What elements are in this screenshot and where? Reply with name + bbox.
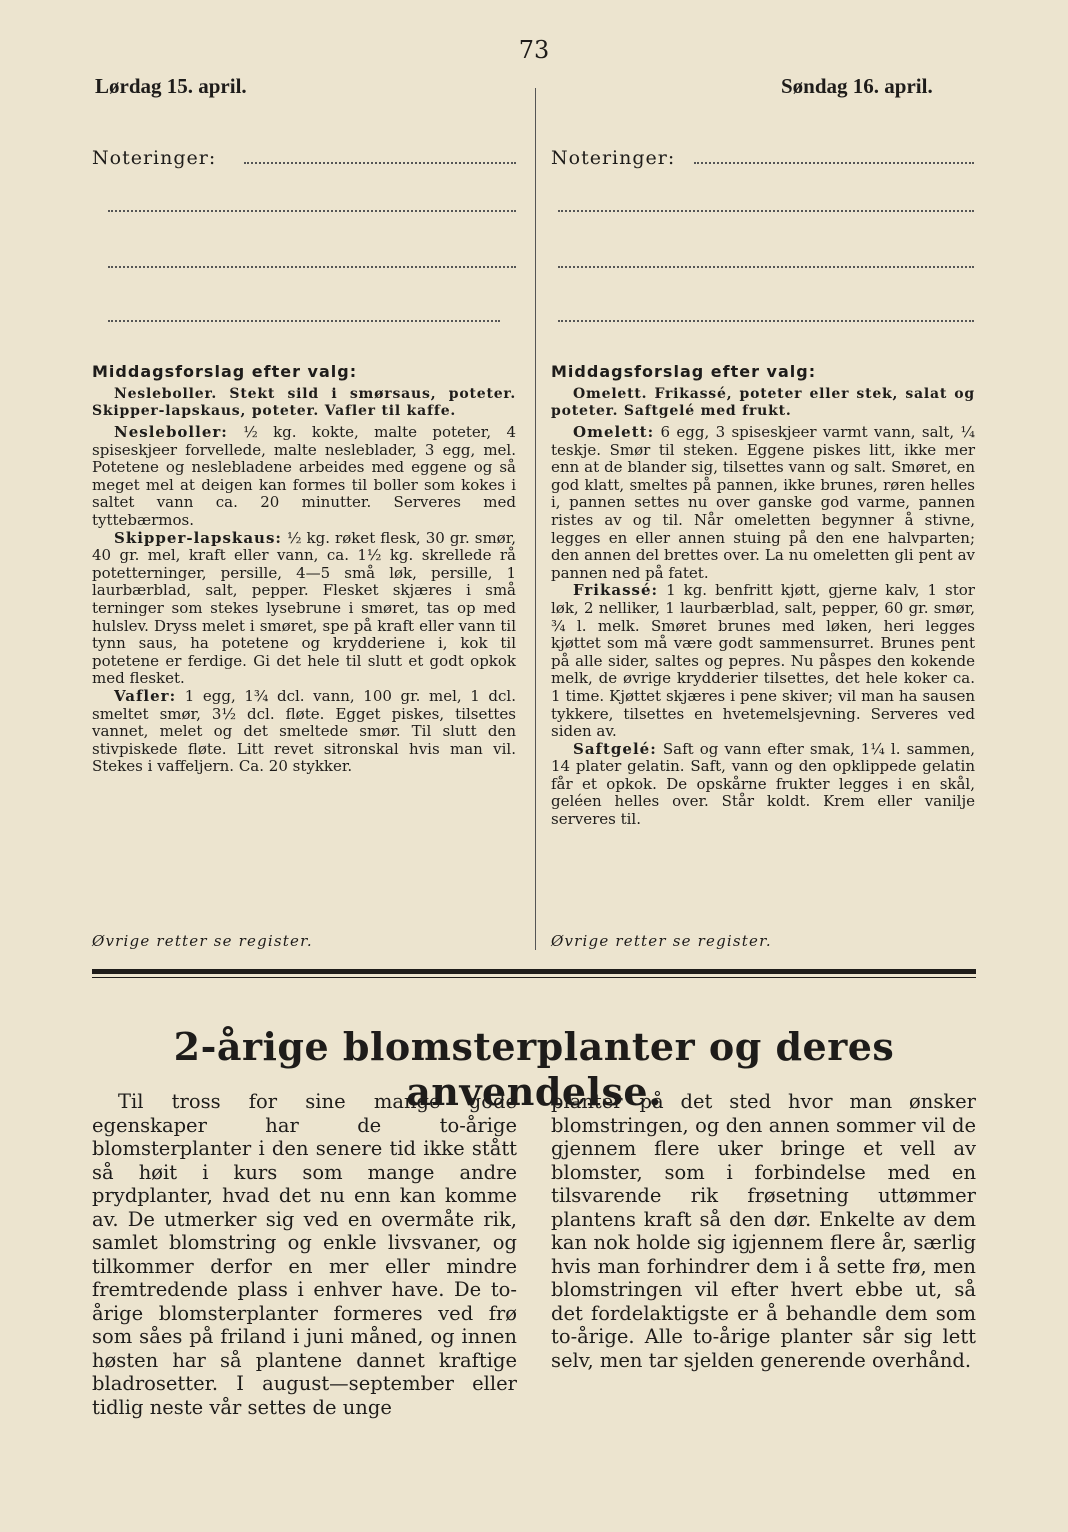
right-see-register: Øvrige retter se register. bbox=[551, 932, 772, 950]
recipe-text: 1 kg. benfritt kjøtt, gjerne kalv, 1 stor løk, 2 nelliker, 1 laurbærblad, salt, pepper, 60 gr. smør, ¾ l. melk. Smøret brunes med løken, heri legges kjøttet som må være godt sammensurret. Brunes pent på alle sider, saltes og pepres. Nu påspes den kokende melk, de øvrige krydderier tilsettes, det hele koker ca. 1 time. Kjøttet skjæres i pene skiver; vil man ha sausen tykkere, tilsettes en hvetemelsjevning. Serveres ved siden av. bbox=[551, 581, 975, 741]
left-see-register: Øvrige retter se register. bbox=[92, 932, 313, 950]
left-notes bbox=[92, 145, 516, 171]
right-notes-label: Noteringer: bbox=[551, 147, 676, 169]
page-number: 73 bbox=[518, 36, 550, 64]
left-notes-line-1[interactable] bbox=[244, 162, 516, 164]
recipe-text: ½ kg. røket flesk, 30 gr. smør, 40 gr. mel, kraft eller vann, ca. 1½ kg. skrellede rå potetterninger, persille, 4—5 små løk, persille, 1 laurbærblad, salt, pepper. Flesket skjæres i små terninger som stekes lysebrune i smøret, tas op med hulslev. Dryss melet i smøret, spe på kraft eller vann til tynn saus, ha potetene og krydderiene i, kok til potetene er ferdige. Gi det hele til slutt et godt opkok med flesket. bbox=[92, 528, 516, 688]
recipe-name: Nesleboller: bbox=[114, 423, 228, 441]
right-day-title: Søndag 16. april. bbox=[781, 74, 933, 98]
recipe-name: Vafler: bbox=[114, 686, 177, 705]
right-notes-line-3[interactable] bbox=[558, 266, 974, 268]
right-notes-line-1[interactable] bbox=[694, 162, 974, 164]
recipe-saftgele bbox=[551, 741, 975, 829]
article-right-text: planter på det sted hvor man ønsker blomstringen, og den annen sommer vil de gjennem flere uker bringe et vell av blomster, som i forbindelse med en tilsvarende rik frøsetning uttømmer plantens kraft så den dør. Enkelte av dem kan nok holde sig igjennem flere år, særlig hvis man forhindrer dem i å sette frø, men blomstringen vil efter hvert ebbe ut, så det fordelaktigste er å behandle dem som to-årige. Alle to-årige planter sår sig lett selv, men tar sjelden generende overhånd. bbox=[551, 1090, 976, 1372]
article-left-text: Til tross for sine mange gode egenskaper har de to-årige blomsterplanter i den senere tid ikke stått så høit i kurs som mange andre prydplanter, hvad det nu enn kan komme av. De utmerker sig ved en overmåte rik, samlet blomstring og enkle livsvaner, og tilkommer derfor en mer eller mindre fremtredende plass i enhver have. De to-årige blomsterplanter formeres ved frø som såes på friland i juni måned, og innen høsten har så plantene dannet kraftige bladrosetter. I august—september eller tidlig neste vår settes de unge bbox=[92, 1090, 517, 1419]
article-right-column bbox=[551, 1090, 976, 1372]
left-menu-summary: Nesleboller. Stekt sild i smørsaus, poteter. Skipper-lapskaus, poteter. Vafler til kaffe. bbox=[92, 386, 516, 419]
right-notes-line-4[interactable] bbox=[558, 320, 974, 322]
left-notes-line-3[interactable] bbox=[108, 266, 516, 268]
article-title: 2-årige blomsterplanter og deres anvendelse. bbox=[173, 1024, 895, 1114]
article-left-column bbox=[92, 1090, 517, 1419]
left-notes-label: Noteringer: bbox=[92, 147, 217, 169]
section-rule-thick bbox=[92, 969, 976, 974]
left-notes-line-4[interactable] bbox=[108, 320, 500, 322]
recipe-text: ½ kg. kokte, malte poteter, 4 spiseskjeer forvellede, malte nesleblader, 3 egg, mel. Potetene og neslebladene arbeides med eggene og så meget mel at deigen kan formes til boller som kokes i saltet vann ca. 20 minutter. Serveres med tyttebærmos. bbox=[92, 423, 516, 529]
left-menu-heading: Middagsforslag efter valg: bbox=[92, 362, 358, 381]
recipe-name: Skipper-lapskaus: bbox=[114, 528, 282, 547]
recipe-nesleboller bbox=[92, 424, 516, 530]
recipe-text: Saft og vann efter smak, 1¼ l. sammen, 14 plater gelatin. Saft, vann og den opklippede gelatin får et opkok. De opskårne frukter legges i en skål, geléen helles over. Står koldt. Krem eller vanilje serveres til. bbox=[551, 739, 975, 829]
right-notes bbox=[551, 145, 975, 171]
recipe-name: Saftgelé: bbox=[573, 739, 657, 758]
right-menu-heading: Middagsforslag efter valg: bbox=[551, 362, 817, 381]
recipe-text: 1 egg, 1¾ dcl. vann, 100 gr. mel, 1 dcl. smeltet smør, 3½ dcl. fløte. Egget piskes, tilsettes vannet, melet og det smeltede smør. Til slutt den stivpiskede fløte. Litt revet sitronskal hvis man vil. Stekes i vaffeljern. Ca. 20 stykker. bbox=[92, 686, 516, 776]
left-notes-line-2[interactable] bbox=[108, 210, 516, 212]
left-day-title: Lørdag 15. april. bbox=[95, 74, 247, 98]
section-rule-thin bbox=[92, 977, 976, 978]
right-menu-summary: Omelett. Frikassé, poteter eller stek, salat og poteter. Saftgelé med frukt. bbox=[551, 386, 975, 419]
column-divider bbox=[535, 88, 536, 950]
recipe-frikasse bbox=[551, 582, 975, 740]
recipe-name: Frikassé: bbox=[573, 581, 659, 600]
left-menu bbox=[92, 362, 516, 776]
right-notes-line-2[interactable] bbox=[558, 210, 974, 212]
recipe-text: 6 egg, 3 spiseskjeer varmt vann, salt, ¼ teskje. Smør til steken. Eggene piskes litt, ikke mer enn at de blander sig, tilsettes vann og salt. Smøret, en god klatt, smeltes på pannen, ikke brunes, røren helles i, pannen settes nu over ganske god varme, pannen ristes av og til. Når omeletten begynner å stivne, legges en eller annen stuing på den ene halvparten; den annen del brettes over. La nu omeletten gli pent av pannen ned på fatet. bbox=[551, 423, 975, 582]
recipe-vafler bbox=[92, 688, 516, 776]
recipe-name: Omelett: bbox=[573, 423, 655, 441]
recipe-omelett bbox=[551, 424, 975, 582]
right-menu bbox=[551, 362, 975, 829]
recipe-skipper-lapskaus bbox=[92, 530, 516, 688]
